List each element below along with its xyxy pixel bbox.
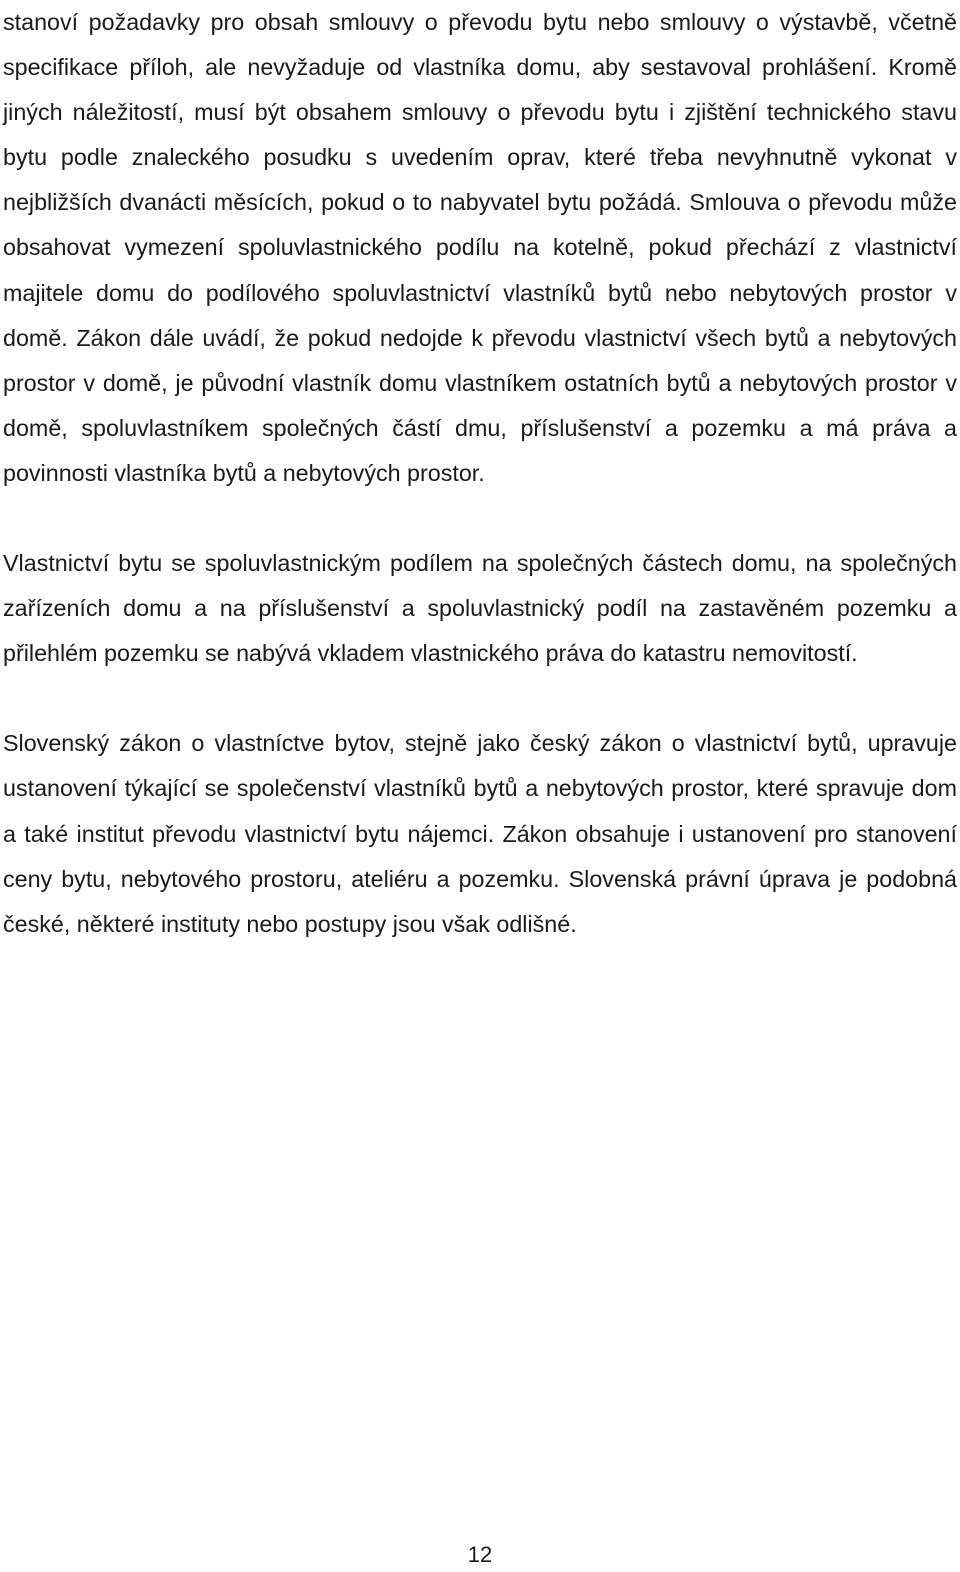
page-number: 12 (467, 1542, 493, 1567)
paragraph-gap (3, 496, 957, 541)
paragraph-ownership-acquisition: Vlastnictví bytu se spoluvlastnickým podílem na společných částech domu, na společných zařízeních domu a na příslušenství a spoluvlastnický podíl na zastavěném pozemku a přilehlém pozemku se nabývá vkladem vlastnického práva do katastru nemovitostí. (3, 550, 957, 667)
paragraph-gap (3, 676, 957, 721)
paragraph-apartment-transfer-contract: stanoví požadavky pro obsah smlouvy o převodu bytu nebo smlouvy o výstavbě, včetně specifikace příloh, ale nevyžaduje od vlastníka domu, aby sestavoval prohlášení. Kromě jiných náležitostí, musí být obsahem smlouvy o převodu bytu i zjištění technického stavu bytu podle znaleckého posudku s uvedením oprav, které třeba nevyhnutně vykonat v nejbližších dvanácti měsících, pokud o to nabyvatel bytu požádá. Smlouva o převodu může obsahovat vymezení spoluvlastnického podílu na kotelně, pokud přechází z vlastnictví majitele domu do podílového spoluvlastnictví vlastníků bytů nebo nebytových prostor v domě. Zákon dále uvádí, že pokud nedojde k převodu vlastnictví všech bytů a nebytových prostor v domě, je původní vlastník domu vlastníkem ostatních bytů a nebytových prostor v domě, spoluvlastníkem společných částí dmu, příslušenství a pozemku a má práva a povinnosti vlastníka bytů a nebytových prostor. (3, 9, 957, 486)
paragraph-slovak-law: Slovenský zákon o vlastníctve bytov, stejně jako český zákon o vlastnictví bytů, upravuje ustanovení týkající se společenství vlastníků bytů a nebytových prostor, které spravuje dom a také institut převodu vlastnictví bytu nájemci. Zákon obsahuje i ustanovení pro stanovení ceny bytu, nebytového prostoru, ateliéru a pozemku. Slovenská právní úprava je podobná české, některé instituty nebo postupy jsou však odlišné. (3, 730, 957, 937)
document-page (3, 0, 957, 947)
